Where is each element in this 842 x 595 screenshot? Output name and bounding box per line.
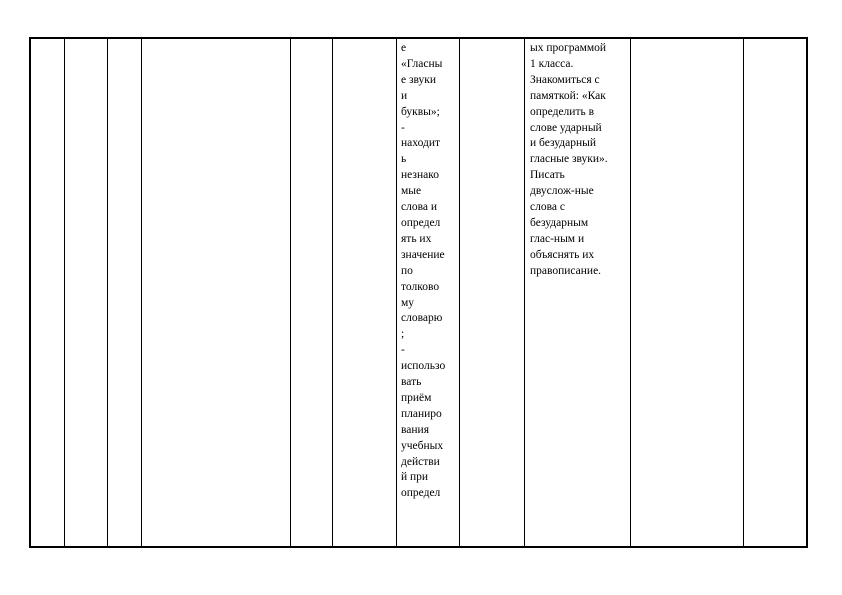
column-divider (290, 39, 291, 546)
column-divider (630, 39, 631, 546)
table-grid (29, 37, 808, 548)
column-divider (64, 39, 65, 546)
column-divider (107, 39, 108, 546)
column-divider (396, 39, 397, 546)
table-cell-learning-activities: е «Гласны е звуки и буквы»; - находит ь незнако мые слова и определ ять их значение по толково му словарю ; - использо вать приём планиро вания учебных действи й при определ (401, 42, 446, 500)
column-divider (332, 39, 333, 546)
column-divider (743, 39, 744, 546)
column-divider (524, 39, 525, 546)
column-divider (141, 39, 142, 546)
table-cell-student-activities: ых программой 1 класса. Знакомиться с памяткой: «Как определить в слове ударный и безударный гласные звуки». Писать двуслож-ные слова с безударным глас-ным и объяснять их правописание. (530, 42, 608, 277)
